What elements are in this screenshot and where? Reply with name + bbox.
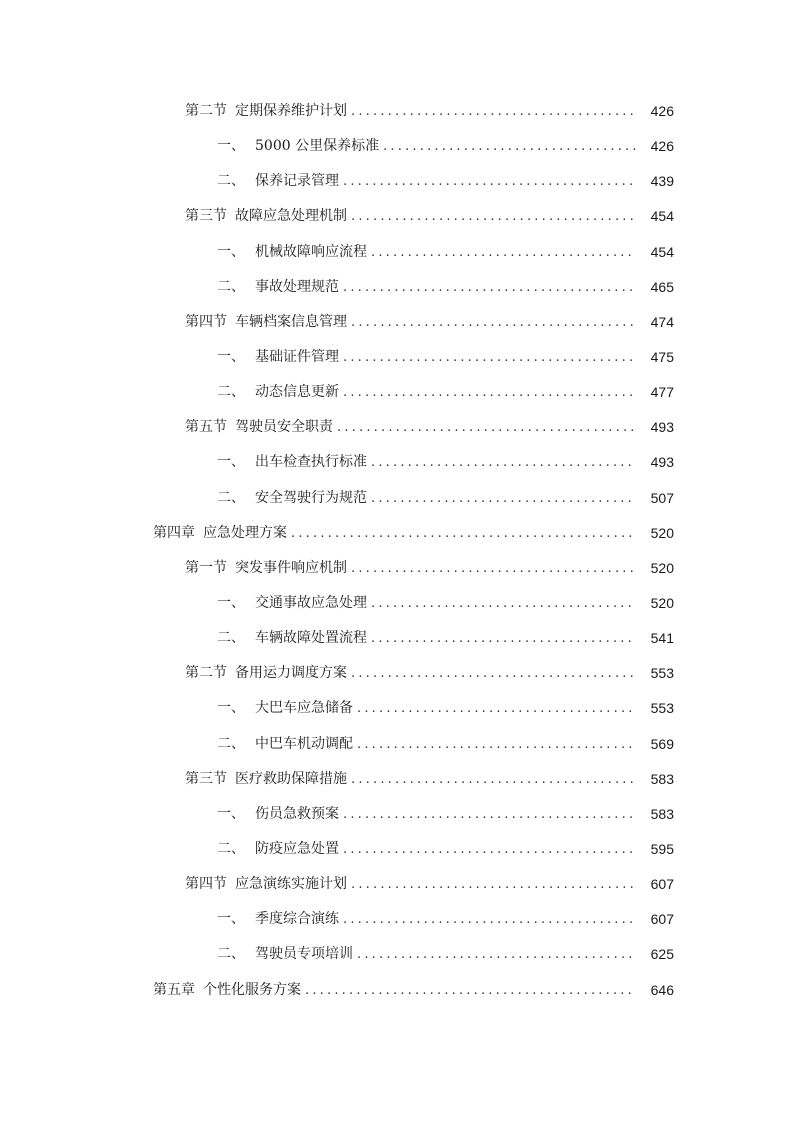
toc-page-number: 595	[650, 841, 674, 858]
toc-entry-number: 第四章	[153, 524, 195, 541]
toc-entry-title: 应急处理方案	[203, 524, 287, 541]
toc-entry-title: 季度综合演练	[255, 911, 339, 928]
toc-dot-leader	[343, 832, 636, 867]
toc-page-number: 475	[650, 349, 674, 366]
toc-dot-leader	[371, 621, 636, 656]
toc-entry-title: 驾驶员安全职责	[235, 419, 333, 436]
toc-entry-title: 伤员急救预案	[255, 805, 339, 822]
toc-subsection-entry[interactable]	[0, 586, 793, 621]
toc-entry-title: 车辆故障处置流程	[255, 630, 367, 647]
toc-entry-number: 二、	[217, 278, 245, 295]
toc-page-number: 474	[650, 313, 674, 330]
toc-subsection-entry[interactable]	[0, 481, 793, 516]
toc-subsection-entry[interactable]	[0, 621, 793, 656]
toc-section-entry[interactable]	[0, 762, 793, 797]
toc-entry-label	[153, 516, 289, 551]
toc-entry-label	[217, 445, 369, 480]
toc-entry-number: 一、	[217, 700, 245, 717]
toc-dot-leader	[351, 199, 636, 234]
toc-entry-title: 应急演练实施计划	[235, 876, 347, 893]
toc-entry-title: 定期保养维护计划	[235, 103, 347, 120]
toc-subsection-entry[interactable]	[0, 902, 793, 937]
toc-entry-number: 第五章	[153, 981, 195, 998]
toc-entry-label	[185, 867, 349, 902]
toc-dot-leader	[343, 164, 636, 199]
toc-entry-title: 5000 公里保养标准	[255, 138, 380, 155]
toc-entry-label	[185, 656, 349, 691]
toc-entry-title: 交通事故应急处理	[255, 595, 367, 612]
toc-entry-title: 防疫应急处置	[255, 841, 339, 858]
toc-entry-number: 第一节	[185, 559, 227, 576]
toc-entry-title: 个性化服务方案	[203, 981, 301, 998]
toc-entry-number: 二、	[217, 630, 245, 647]
toc-entry-title: 动态信息更新	[255, 384, 339, 401]
toc-entry-number: 二、	[217, 946, 245, 963]
toc-entry-title: 医疗救助保障措施	[235, 770, 347, 787]
toc-subsection-entry[interactable]	[0, 375, 793, 410]
toc-subsection-entry[interactable]	[0, 832, 793, 867]
toc-entry-title: 基础证件管理	[255, 349, 339, 366]
toc-dot-leader	[351, 305, 636, 340]
toc-page-number: 493	[650, 454, 674, 471]
toc-section-entry[interactable]	[0, 551, 793, 586]
toc-entry-label	[217, 937, 355, 972]
toc-dot-leader	[357, 937, 636, 972]
toc-subsection-entry[interactable]	[0, 164, 793, 199]
toc-entry-number: 第四节	[185, 876, 227, 893]
toc-page-number: 493	[650, 419, 674, 436]
toc-dot-leader	[343, 270, 636, 305]
toc-dot-leader	[371, 235, 636, 270]
toc-entry-label	[185, 762, 349, 797]
toc-page-number: 520	[650, 595, 674, 612]
toc-subsection-entry[interactable]	[0, 797, 793, 832]
toc-dot-leader	[343, 375, 636, 410]
toc-page-number: 520	[650, 559, 674, 576]
toc-page-number: 426	[650, 103, 674, 120]
toc-entry-title: 备用运力调度方案	[235, 665, 347, 682]
toc-dot-leader	[343, 340, 636, 375]
toc-entry-label	[217, 902, 341, 937]
toc-subsection-entry[interactable]	[0, 129, 793, 164]
toc-dot-leader	[343, 902, 636, 937]
toc-subsection-entry[interactable]	[0, 235, 793, 270]
toc-entry-title: 车辆档案信息管理	[235, 313, 347, 330]
toc-entry-label	[217, 270, 341, 305]
toc-entry-number: 一、	[217, 911, 245, 928]
toc-section-entry[interactable]	[0, 656, 793, 691]
toc-entry-label	[217, 340, 341, 375]
toc-entry-label	[185, 410, 335, 445]
toc-entry-title: 突发事件响应机制	[235, 559, 347, 576]
toc-page-number: 553	[650, 700, 674, 717]
toc-entry-number: 第二节	[185, 665, 227, 682]
toc-entry-number: 二、	[217, 384, 245, 401]
toc-dot-leader	[291, 516, 636, 551]
toc-entry-number: 一、	[217, 349, 245, 366]
toc-entry-number: 第三节	[185, 208, 227, 225]
toc-entry-label	[217, 375, 341, 410]
toc-page-number: 583	[650, 805, 674, 822]
toc-dot-leader	[371, 445, 636, 480]
toc-page-number: 465	[650, 278, 674, 295]
toc-entry-title: 事故处理规范	[255, 278, 339, 295]
toc-entry-number: 第二节	[185, 103, 227, 120]
toc-subsection-entry[interactable]	[0, 691, 793, 726]
toc-dot-leader	[305, 973, 636, 1008]
toc-page-number: 477	[650, 384, 674, 401]
toc-dot-leader	[351, 94, 636, 129]
toc-page-number: 541	[650, 630, 674, 647]
toc-chapter-entry[interactable]	[0, 516, 793, 551]
toc-dot-leader	[357, 691, 636, 726]
toc-page-number: 625	[650, 946, 674, 963]
toc-page-number: 426	[650, 138, 674, 155]
toc-entry-number: 第五节	[185, 419, 227, 436]
toc-subsection-entry[interactable]	[0, 937, 793, 972]
toc-entry-number: 一、	[217, 805, 245, 822]
toc-section-entry[interactable]	[0, 94, 793, 129]
toc-entry-label	[153, 973, 303, 1008]
toc-dot-leader	[371, 586, 636, 621]
toc-entry-label	[217, 621, 369, 656]
toc-entry-number: 一、	[217, 138, 245, 155]
toc-entry-label	[185, 94, 349, 129]
toc-subsection-entry[interactable]	[0, 445, 793, 480]
toc-chapter-entry[interactable]	[0, 973, 793, 1008]
toc-dot-leader	[351, 867, 636, 902]
toc-dot-leader	[357, 727, 636, 762]
toc-dot-leader	[383, 129, 636, 164]
toc-entry-title: 中巴车机动调配	[255, 735, 353, 752]
toc-page-number: 607	[650, 911, 674, 928]
toc-entry-number: 二、	[217, 735, 245, 752]
toc-entry-number: 一、	[217, 595, 245, 612]
toc-page-number: 520	[650, 524, 674, 541]
toc-page-number: 507	[650, 489, 674, 506]
toc-entry-label	[217, 235, 369, 270]
toc-entry-label	[217, 832, 341, 867]
toc-entry-number: 第三节	[185, 770, 227, 787]
toc-dot-leader	[343, 797, 636, 832]
toc-entry-title: 大巴车应急储备	[255, 700, 353, 717]
toc-page-number: 454	[650, 208, 674, 225]
toc-entry-label	[185, 551, 349, 586]
toc-page-number: 439	[650, 173, 674, 190]
toc-page-number: 569	[650, 735, 674, 752]
toc-entry-number: 二、	[217, 841, 245, 858]
toc-section-entry[interactable]	[0, 410, 793, 445]
toc-dot-leader	[351, 551, 636, 586]
toc-subsection-entry[interactable]	[0, 340, 793, 375]
toc-entry-title: 出车检查执行标准	[255, 454, 367, 471]
toc-entry-number: 一、	[217, 243, 245, 260]
toc-subsection-entry[interactable]	[0, 270, 793, 305]
toc-page-number: 553	[650, 665, 674, 682]
toc-dot-leader	[371, 481, 636, 516]
toc-dot-leader	[351, 762, 636, 797]
toc-entry-label	[217, 586, 369, 621]
toc-entry-number: 二、	[217, 489, 245, 506]
toc-entry-number: 二、	[217, 173, 245, 190]
toc-dot-leader	[337, 410, 636, 445]
toc-entry-title: 驾驶员专项培训	[255, 946, 353, 963]
toc-entry-label	[185, 305, 349, 340]
toc-page-number: 607	[650, 876, 674, 893]
toc-page-number: 646	[650, 981, 674, 998]
toc-entry-label	[217, 481, 369, 516]
toc-page-number: 583	[650, 770, 674, 787]
toc-dot-leader	[351, 656, 636, 691]
toc-section-entry[interactable]	[0, 867, 793, 902]
toc-entry-title: 故障应急处理机制	[235, 208, 347, 225]
toc-subsection-entry[interactable]	[0, 727, 793, 762]
toc-page-number: 454	[650, 243, 674, 260]
toc-section-entry[interactable]	[0, 199, 793, 234]
toc-entry-title: 安全驾驶行为规范	[255, 489, 367, 506]
toc-entry-label	[217, 691, 355, 726]
toc-entry-title: 保养记录管理	[255, 173, 339, 190]
toc-entry-label	[217, 164, 341, 199]
toc-entry-number: 第四节	[185, 313, 227, 330]
toc-entry-title: 机械故障响应流程	[255, 243, 367, 260]
toc-section-entry[interactable]	[0, 305, 793, 340]
toc-entry-label	[217, 797, 341, 832]
toc-entry-label	[217, 129, 381, 164]
toc-entry-label	[217, 727, 355, 762]
toc-entry-number: 一、	[217, 454, 245, 471]
toc-entry-label	[185, 199, 349, 234]
table-of-contents	[0, 94, 793, 1008]
